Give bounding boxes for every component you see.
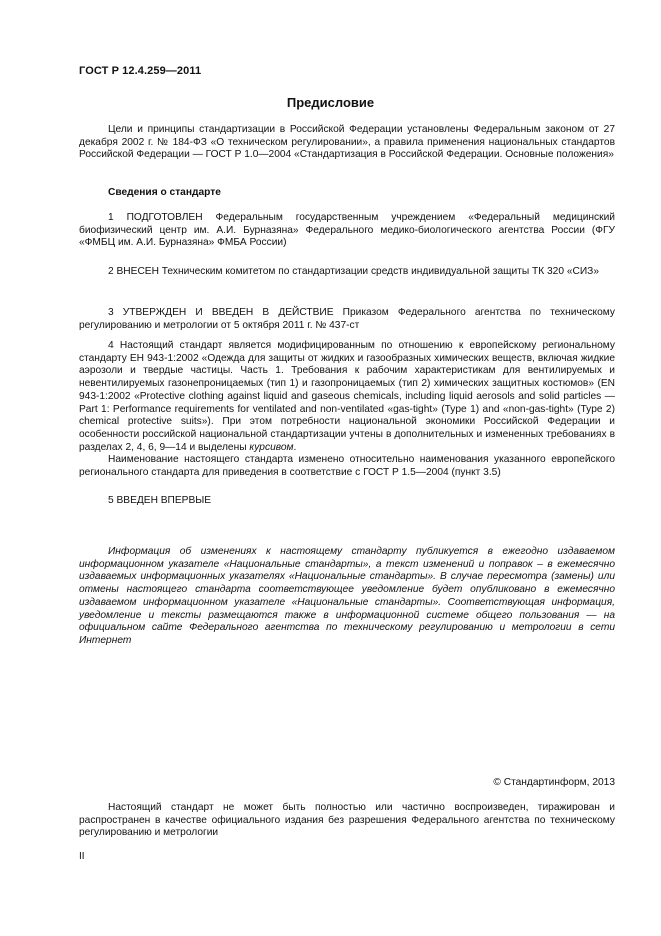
reproduction-notice-block [79, 802, 615, 840]
item-prepared-by: 1 ПОДГОТОВЛЕН Федеральным государственным учреждением «Федеральный медицинский биофизический центр им. А.И. Бурназяна» Федерального медико-биологического агентства России (ФГУ «ФМБЦ им. А.И. Бурназяна» ФМБА России) [79, 212, 615, 249]
item-3-block [79, 307, 615, 332]
document-code: ГОСТ Р 12.4.259—2011 [79, 65, 202, 77]
preface-title: Предисловие [286, 95, 375, 110]
item-2-block [79, 266, 615, 279]
item-modification-note [79, 340, 615, 454]
changes-info-block [79, 546, 615, 648]
standard-info-heading: Сведения о стандарте [108, 187, 221, 198]
item-5-block [79, 495, 615, 508]
item-4-block [79, 340, 615, 480]
page-number: II [79, 851, 85, 862]
preface-intro: Цели и принципы стандартизации в Российской Федерации установлены Федеральным законом от 27 декабря 2002 г. № 184-ФЗ «О техническом регулировании», а правила применения национальных стандартов Российской Федерации — ГОСТ Р 1.0—2004 «Стандартизация в Российской Федерации. Основные положения» [79, 124, 615, 161]
item-4-tail: . [293, 441, 297, 453]
item-first-introduced: 5 ВВЕДЕН ВПЕРВЫЕ [108, 495, 212, 506]
item-4-lead: 4 Настоящий стандарт является модифицированным по отношению к европейскому региональному стандарту ЕН 943-1:2002 «Одежда для защиты от жидких и газообразных химических веществ, включая жидкие аэрозоли и твердые частицы. Часть 1. Требования к рабочим характеристикам для вентилируемых и невентилируемых газонепроницаемых (тип 1) и газопроницаемых (тип 2) химических защитных костюмов» (EN 943-1:2002 «Protective clothing against liquid and gaseous chemicals, including liquid aerosols and solid particles — Part 1: Performance requirements for ventilated and non-ventilated «gas-tight» (Type 1) and «non-gas-tight» (Type 2) chemical protective suits»). При этом потребности национальной экономики Российской Федерации и особенности российской национальной стандартизации учтены в дополнительных и измененных требованиях в разделах 2, 4, 6, 9—14 и выделены [79, 340, 615, 453]
title-change-note: Наименование настоящего стандарта изменено относительно наименования указанного европейского регионального стандарта для приведения в соответствие с ГОСТ Р 1.5—2004 (пункт 3.5) [79, 454, 615, 479]
reproduction-notice: Настоящий стандарт не может быть полностью или частично воспроизведен, тиражирован и распространен в качестве официального издания без разрешения Федерального агентства по техническому регулированию и метрологии [79, 802, 615, 839]
italic-word: курсивом [249, 441, 294, 453]
copyright: © Стандартинформ, 2013 [493, 777, 615, 788]
item-approved: 3 УТВЕРЖДЕН И ВВЕДЕН В ДЕЙСТВИЕ Приказом Федерального агентства по техническому регулированию и метрологии от 5 октября 2011 г. № 437-ст [79, 307, 615, 331]
changes-info: Информация об изменениях к настоящему стандарту публикуется в ежегодно издаваемом информационном указателе «Национальные стандарты», а текст изменений и поправок – в ежемесячно издаваемых информационных указателях «Национальные стандарты». В случае пересмотра (замены) или отмены настоящего стандарта соответствующее уведомление будет опубликовано в ежемесячно издаваемом информационном указателе «Национальные стандарты». Соответствующая информация, уведомление и тексты размещаются также в информационной системе общего пользования — на официальном сайте Федерального агентства по техническому регулированию и метрологии в сети Интернет [79, 546, 615, 646]
item-introduced-by: 2 ВНЕСЕН Техническим комитетом по стандартизации средств индивидуальной защиты ТК 320 «СИЗ» [108, 266, 600, 277]
item-1-block [79, 212, 615, 250]
standard-info-heading-block [79, 187, 615, 200]
preface-intro-block [79, 124, 615, 162]
